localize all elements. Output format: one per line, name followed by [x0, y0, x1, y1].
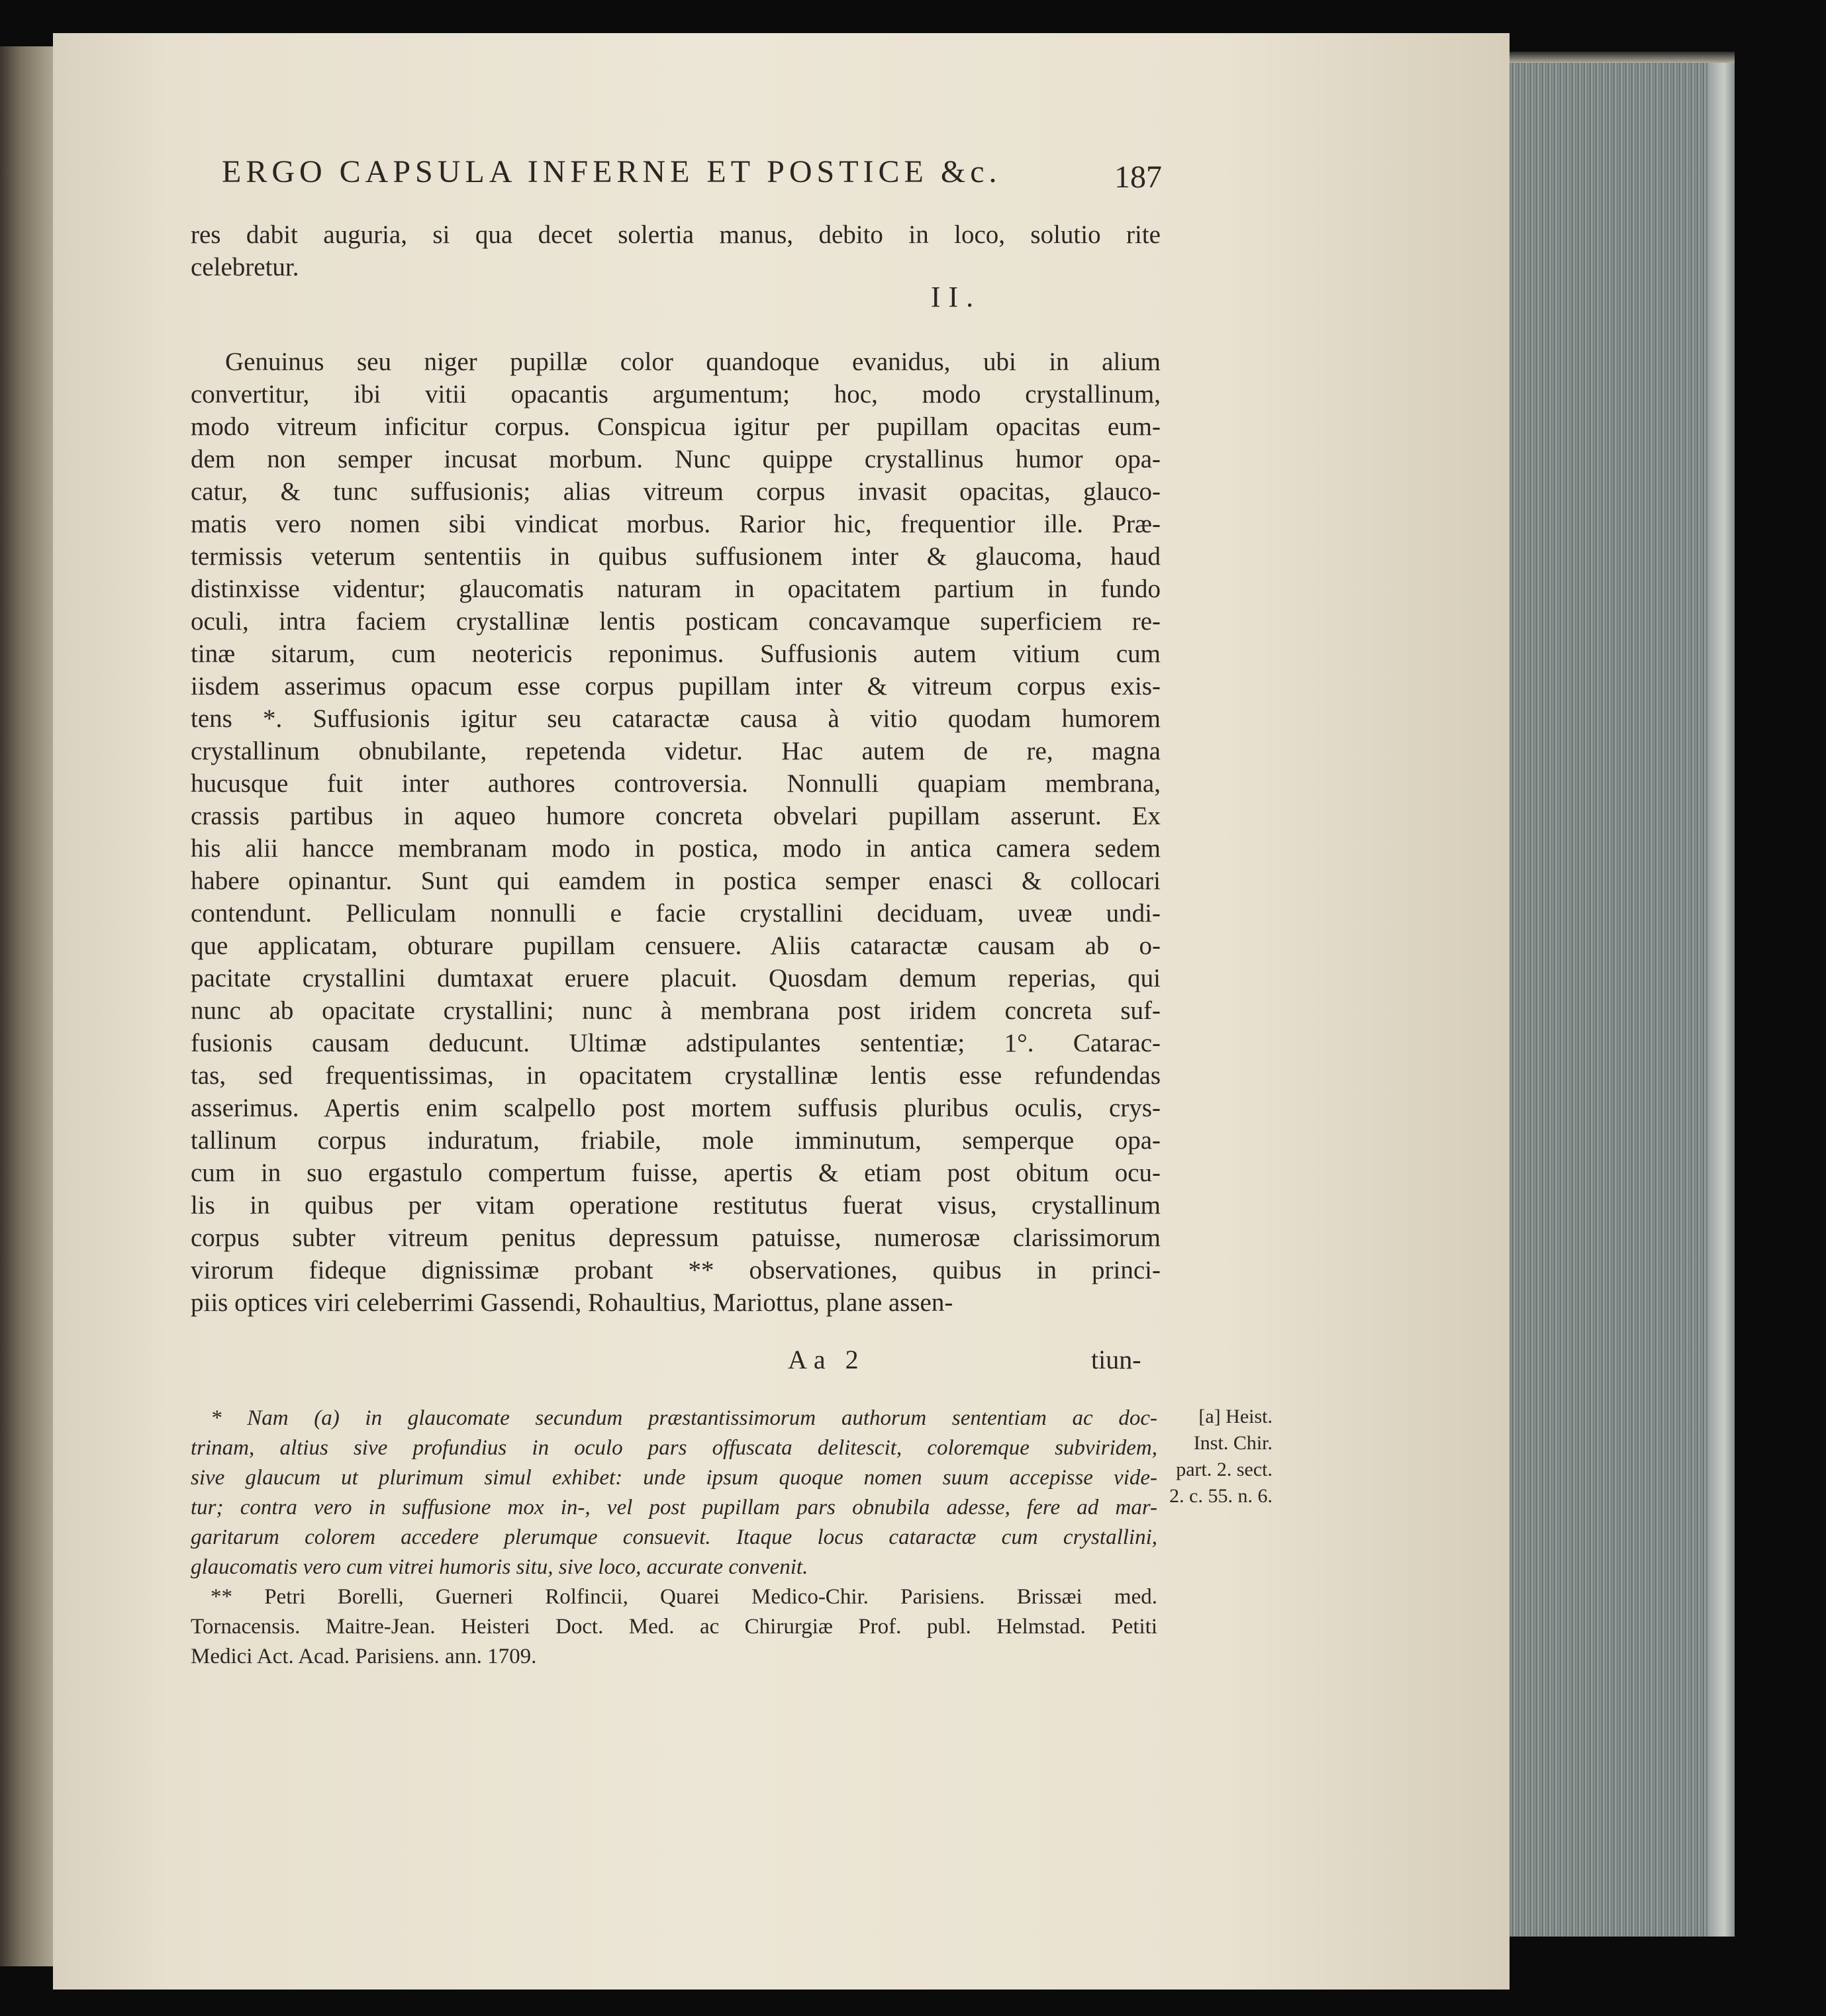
section-number: II. [930, 281, 982, 313]
paragraph-line: habere opinantur. Sunt qui eamdem in postica semper enasci & collocari [191, 867, 1161, 895]
paragraph-line: his alii hancce membranam modo in postica, modo in antica camera sedem [191, 834, 1161, 863]
footnote-line: Tornacensis. Maitre-Jean. Heisteri Doct. Med. ac Chirurgiæ Prof. publ. Helmstad. Petiti [191, 1615, 1157, 1639]
running-head-title: ERGO CAPSULA INFERNE ET POSTICE &c. [222, 154, 1002, 189]
paragraph-line: oculi, intra faciem crystallinæ lentis posticam concavamque superficiem re- [191, 607, 1161, 636]
margin-note-line: 2. c. 55. n. 6. [1169, 1485, 1273, 1507]
main-paragraph [191, 346, 1161, 1319]
previous-page-edge [0, 46, 60, 1966]
paragraph-line: corpus subter vitreum penitus depressum patuisse, numerosæ clarissimorum [191, 1224, 1161, 1252]
paragraph-line: matis vero nomen sibi vindicat morbus. Rarior hic, frequentior ille. Præ- [191, 510, 1161, 538]
paragraph-line: termissis veterum sententiis in quibus suffusionem inter & glaucoma, haud [191, 542, 1161, 571]
paragraph-line: asserimus. Apertis enim scalpello post mortem suffusis pluribus oculis, crys- [191, 1094, 1161, 1122]
paragraph-line: distinxisse videntur; glaucomatis naturam in opacitatem partium in fundo [191, 575, 1161, 603]
paragraph-line: virorum fideque dignissimæ probant ** observationes, quibus in princi- [191, 1256, 1161, 1284]
footnote-line: ** Petri Borelli, Guerneri Rolfincii, Quarei Medico-Chir. Parisiens. Brissæi med. [211, 1585, 1157, 1609]
paragraph-line: nunc ab opacitate crystallini; nunc à membrana post iridem concreta suf- [191, 996, 1161, 1025]
footnote-line: garitarum colorem accedere plerumque consuevit. Itaque locus cataractæ cum crystallini, [191, 1525, 1157, 1549]
intro-line: celebretur. [191, 253, 299, 281]
paragraph-line: contendunt. Pelliculam nonnulli e facie crystallini deciduam, uveæ undi- [191, 899, 1161, 928]
footnote-line: trinam, altius sive profundius in oculo pars offuscata delitescit, coloremque subviridem, [191, 1436, 1157, 1460]
paragraph-line: dem non semper incusat morbum. Nunc quippe crystallinus humor opa- [191, 445, 1161, 473]
page-block-fore-edge [1510, 63, 1728, 1937]
paragraph-line: lis in quibus per vitam operatione restitutus fuerat visus, crystallinum [191, 1191, 1161, 1220]
footnotes [191, 1404, 1157, 1672]
margin-note-line: [a] Heist. [1198, 1406, 1273, 1427]
intro-text [191, 218, 1161, 283]
page-number: 187 [1114, 160, 1162, 195]
margin-note-line: part. 2. sect. [1176, 1459, 1273, 1480]
footnote-b [191, 1582, 1157, 1672]
margin-note-line: Inst. Chir. [1193, 1432, 1273, 1454]
paragraph-line: que applicatam, obturare pupillam censuere. Aliis cataractæ causam ab o- [191, 932, 1161, 960]
paragraph-line: pacitate crystallini dumtaxat eruere placuit. Quosdam demum reperias, qui [191, 964, 1161, 992]
paragraph-line: Genuinus seu niger pupillæ color quandoque evanidus, ubi in alium [225, 348, 1161, 376]
footnote-a [191, 1404, 1157, 1582]
paragraph-line: catur, & tunc suffusionis; alias vitreum corpus invasit opacitas, glauco- [191, 477, 1161, 506]
paragraph-line: crystallinum obnubilante, repetenda videtur. Hac autem de re, magna [191, 737, 1161, 765]
paragraph-line: hucusque fuit inter authores controversia. Nonnulli quapiam membrana, [191, 769, 1161, 798]
catchword: tiun- [1091, 1345, 1141, 1374]
paragraph-line: piis optices viri celeberrimi Gassendi, Rohaultius, Mariottus, plane assen- [191, 1288, 953, 1317]
footnote-line: glaucomatis vero cum vitrei humoris situ, sive loco, accurate convenit. [191, 1555, 808, 1579]
footnote-line: tur; contra vero in suffusione mox in-, vel post pupillam pars obnubila adesse, fere ad mar- [191, 1496, 1157, 1519]
footnote-line: sive glaucum ut plurimum simul exhibet: unde ipsum quoque nomen suum accepisse vide- [191, 1466, 1157, 1490]
footnote-line: Medici Act. Acad. Parisiens. ann. 1709. [191, 1645, 537, 1668]
paragraph-line: modo vitreum inficitur corpus. Conspicua igitur per pupillam opacitas eum- [191, 412, 1161, 441]
running-head [222, 154, 1162, 207]
paragraph-line: iisdem asserimus opacum esse corpus pupillam inter & vitreum corpus exis- [191, 672, 1161, 700]
paragraph-line: cum in suo ergastulo compertum fuisse, apertis & etiam post obitum ocu- [191, 1159, 1161, 1187]
paragraph-line: tas, sed frequentissimas, in opacitatem crystallinæ lentis esse refundendas [191, 1061, 1161, 1090]
paragraph-line: fusionis causam deducunt. Ultimæ adstipulantes sententiæ; 1°. Catarac- [191, 1029, 1161, 1057]
intro-line: res dabit auguria, si qua decet solertia manus, debito in loco, solutio rite [191, 220, 1161, 249]
margin-note [1160, 1404, 1273, 1510]
paragraph-line: convertitur, ibi vitii opacantis argumentum; hoc, modo crystallinum, [191, 380, 1161, 408]
paragraph-line: tens *. Suffusionis igitur seu cataractæ causa à vitio quodam humorem [191, 704, 1161, 733]
paragraph-line: tinæ sitarum, cum neotericis reponimus. Suffusionis autem vitium cum [191, 640, 1161, 668]
footnote-line: * Nam (a) in glaucomate secundum præstantissimorum authorum sententiam ac doc- [211, 1406, 1157, 1430]
fore-edge-highlight [1708, 63, 1735, 1937]
paragraph-line: tallinum corpus induratum, friabile, mole imminutum, semperque opa- [191, 1126, 1161, 1155]
paragraph-line: crassis partibus in aqueo humore concreta obvelari pupillam asserunt. Ex [191, 802, 1161, 830]
signature-mark: Aa 2 [788, 1345, 865, 1374]
